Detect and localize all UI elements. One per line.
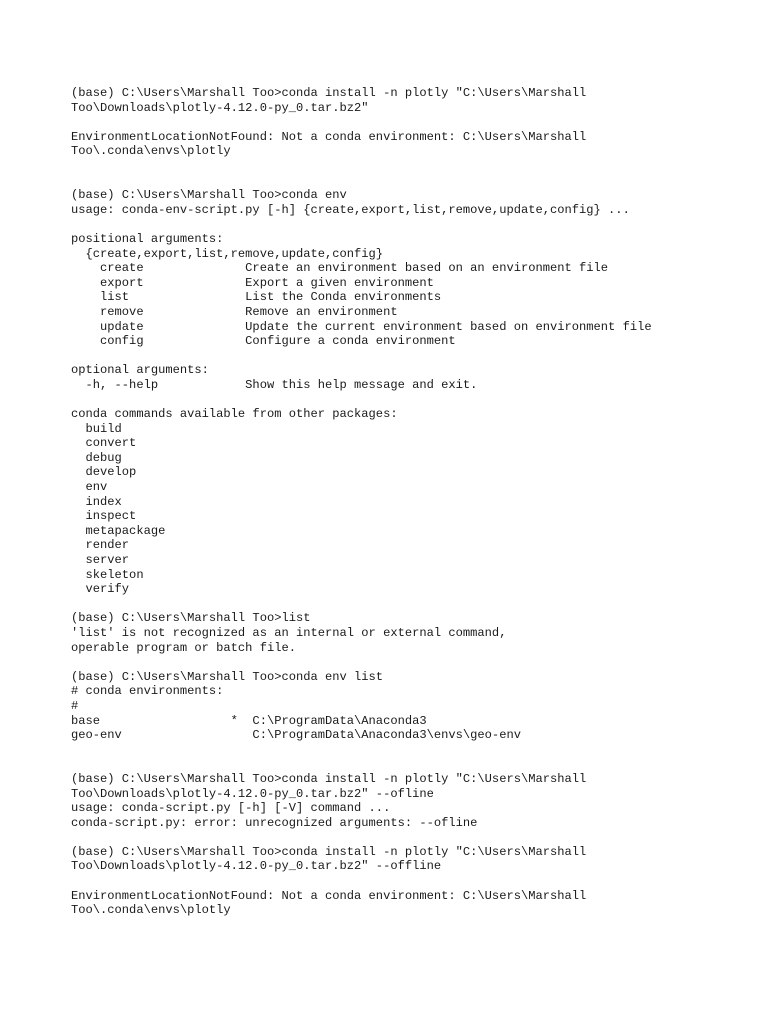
transcript-line [71, 217, 761, 232]
transcript-line: Too\.conda\envs\plotly [71, 144, 231, 159]
transcript-line: (base) C:\Users\Marshall Too>conda install -n plotly "C:\Users\Marshall [71, 844, 587, 859]
transcript-line: optional arguments: [71, 363, 209, 378]
transcript-line [71, 830, 761, 845]
transcript-line: (base) C:\Users\Marshall Too>list [71, 611, 311, 626]
transcript-line: index [71, 494, 122, 509]
transcript-line: (base) C:\Users\Marshall Too>conda env list [71, 669, 384, 684]
transcript-line: update Update the current environment based on environment file [71, 319, 652, 334]
transcript-line: build [71, 421, 122, 436]
transcript-line [71, 757, 761, 772]
transcript-line: metapackage [71, 523, 166, 538]
transcript-line [71, 655, 761, 670]
transcript-line: positional arguments: [71, 231, 224, 246]
transcript-line: 'list' is not recognized as an internal or external command, [71, 625, 507, 640]
transcript-line [71, 743, 761, 758]
transcript-line: Too\Downloads\plotly-4.12.0-py_0.tar.bz2" [71, 100, 369, 115]
transcript-line: develop [71, 465, 137, 480]
transcript-line [71, 115, 761, 130]
transcript-line: (base) C:\Users\Marshall Too>conda env [71, 188, 347, 203]
transcript-line: -h, --help Show this help message and exit. [71, 377, 478, 392]
transcript-line: EnvironmentLocationNotFound: Not a conda environment: C:\Users\Marshall [71, 129, 587, 144]
transcript-line: usage: conda-script.py [-h] [-V] command ... [71, 801, 391, 816]
transcript-line [71, 597, 761, 612]
transcript-line: inspect [71, 509, 137, 524]
transcript-line: remove Remove an environment [71, 304, 398, 319]
transcript-line: EnvironmentLocationNotFound: Not a conda environment: C:\Users\Marshall [71, 888, 587, 903]
transcript-line [71, 174, 761, 189]
transcript-line: (base) C:\Users\Marshall Too>conda install -n plotly "C:\Users\Marshall [71, 771, 587, 786]
transcript-line: base * C:\ProgramData\Anaconda3 [71, 713, 427, 728]
transcript-line: Too\Downloads\plotly-4.12.0-py_0.tar.bz2" --ofline [71, 786, 434, 801]
terminal-transcript [71, 86, 761, 918]
transcript-line [71, 874, 761, 889]
transcript-line: env [71, 480, 108, 495]
transcript-line [71, 159, 761, 174]
transcript-line: debug [71, 450, 122, 465]
transcript-line: create Create an environment based on an environment file [71, 261, 609, 276]
transcript-line: conda commands available from other packages: [71, 407, 398, 422]
transcript-line: Too\.conda\envs\plotly [71, 903, 231, 918]
transcript-line: verify [71, 582, 130, 597]
transcript-line: {create,export,list,remove,update,config} [71, 246, 384, 261]
transcript-line: Too\Downloads\plotly-4.12.0-py_0.tar.bz2" --offline [71, 859, 442, 874]
transcript-line: conda-script.py: error: unrecognized arguments: --ofline [71, 815, 478, 830]
transcript-line [71, 349, 761, 364]
transcript-line: convert [71, 436, 137, 451]
transcript-line: server [71, 553, 130, 567]
transcript-line: skeleton [71, 567, 144, 582]
transcript-line: # [71, 698, 79, 713]
transcript-line: operable program or batch file. [71, 640, 296, 655]
transcript-line: geo-env C:\ProgramData\Anaconda3\envs\geo-env [71, 728, 521, 743]
transcript-line: (base) C:\Users\Marshall Too>conda install -n plotly "C:\Users\Marshall [71, 86, 587, 100]
transcript-line: # conda environments: [71, 684, 224, 699]
transcript-line [71, 392, 761, 407]
transcript-line: usage: conda-env-script.py [-h] {create,export,list,remove,update,config} ... [71, 202, 630, 217]
transcript-line: export Export a given environment [71, 275, 434, 290]
transcript-line: list List the Conda environments [71, 290, 442, 305]
transcript-line: config Configure a conda environment [71, 334, 456, 349]
transcript-line: render [71, 538, 130, 553]
